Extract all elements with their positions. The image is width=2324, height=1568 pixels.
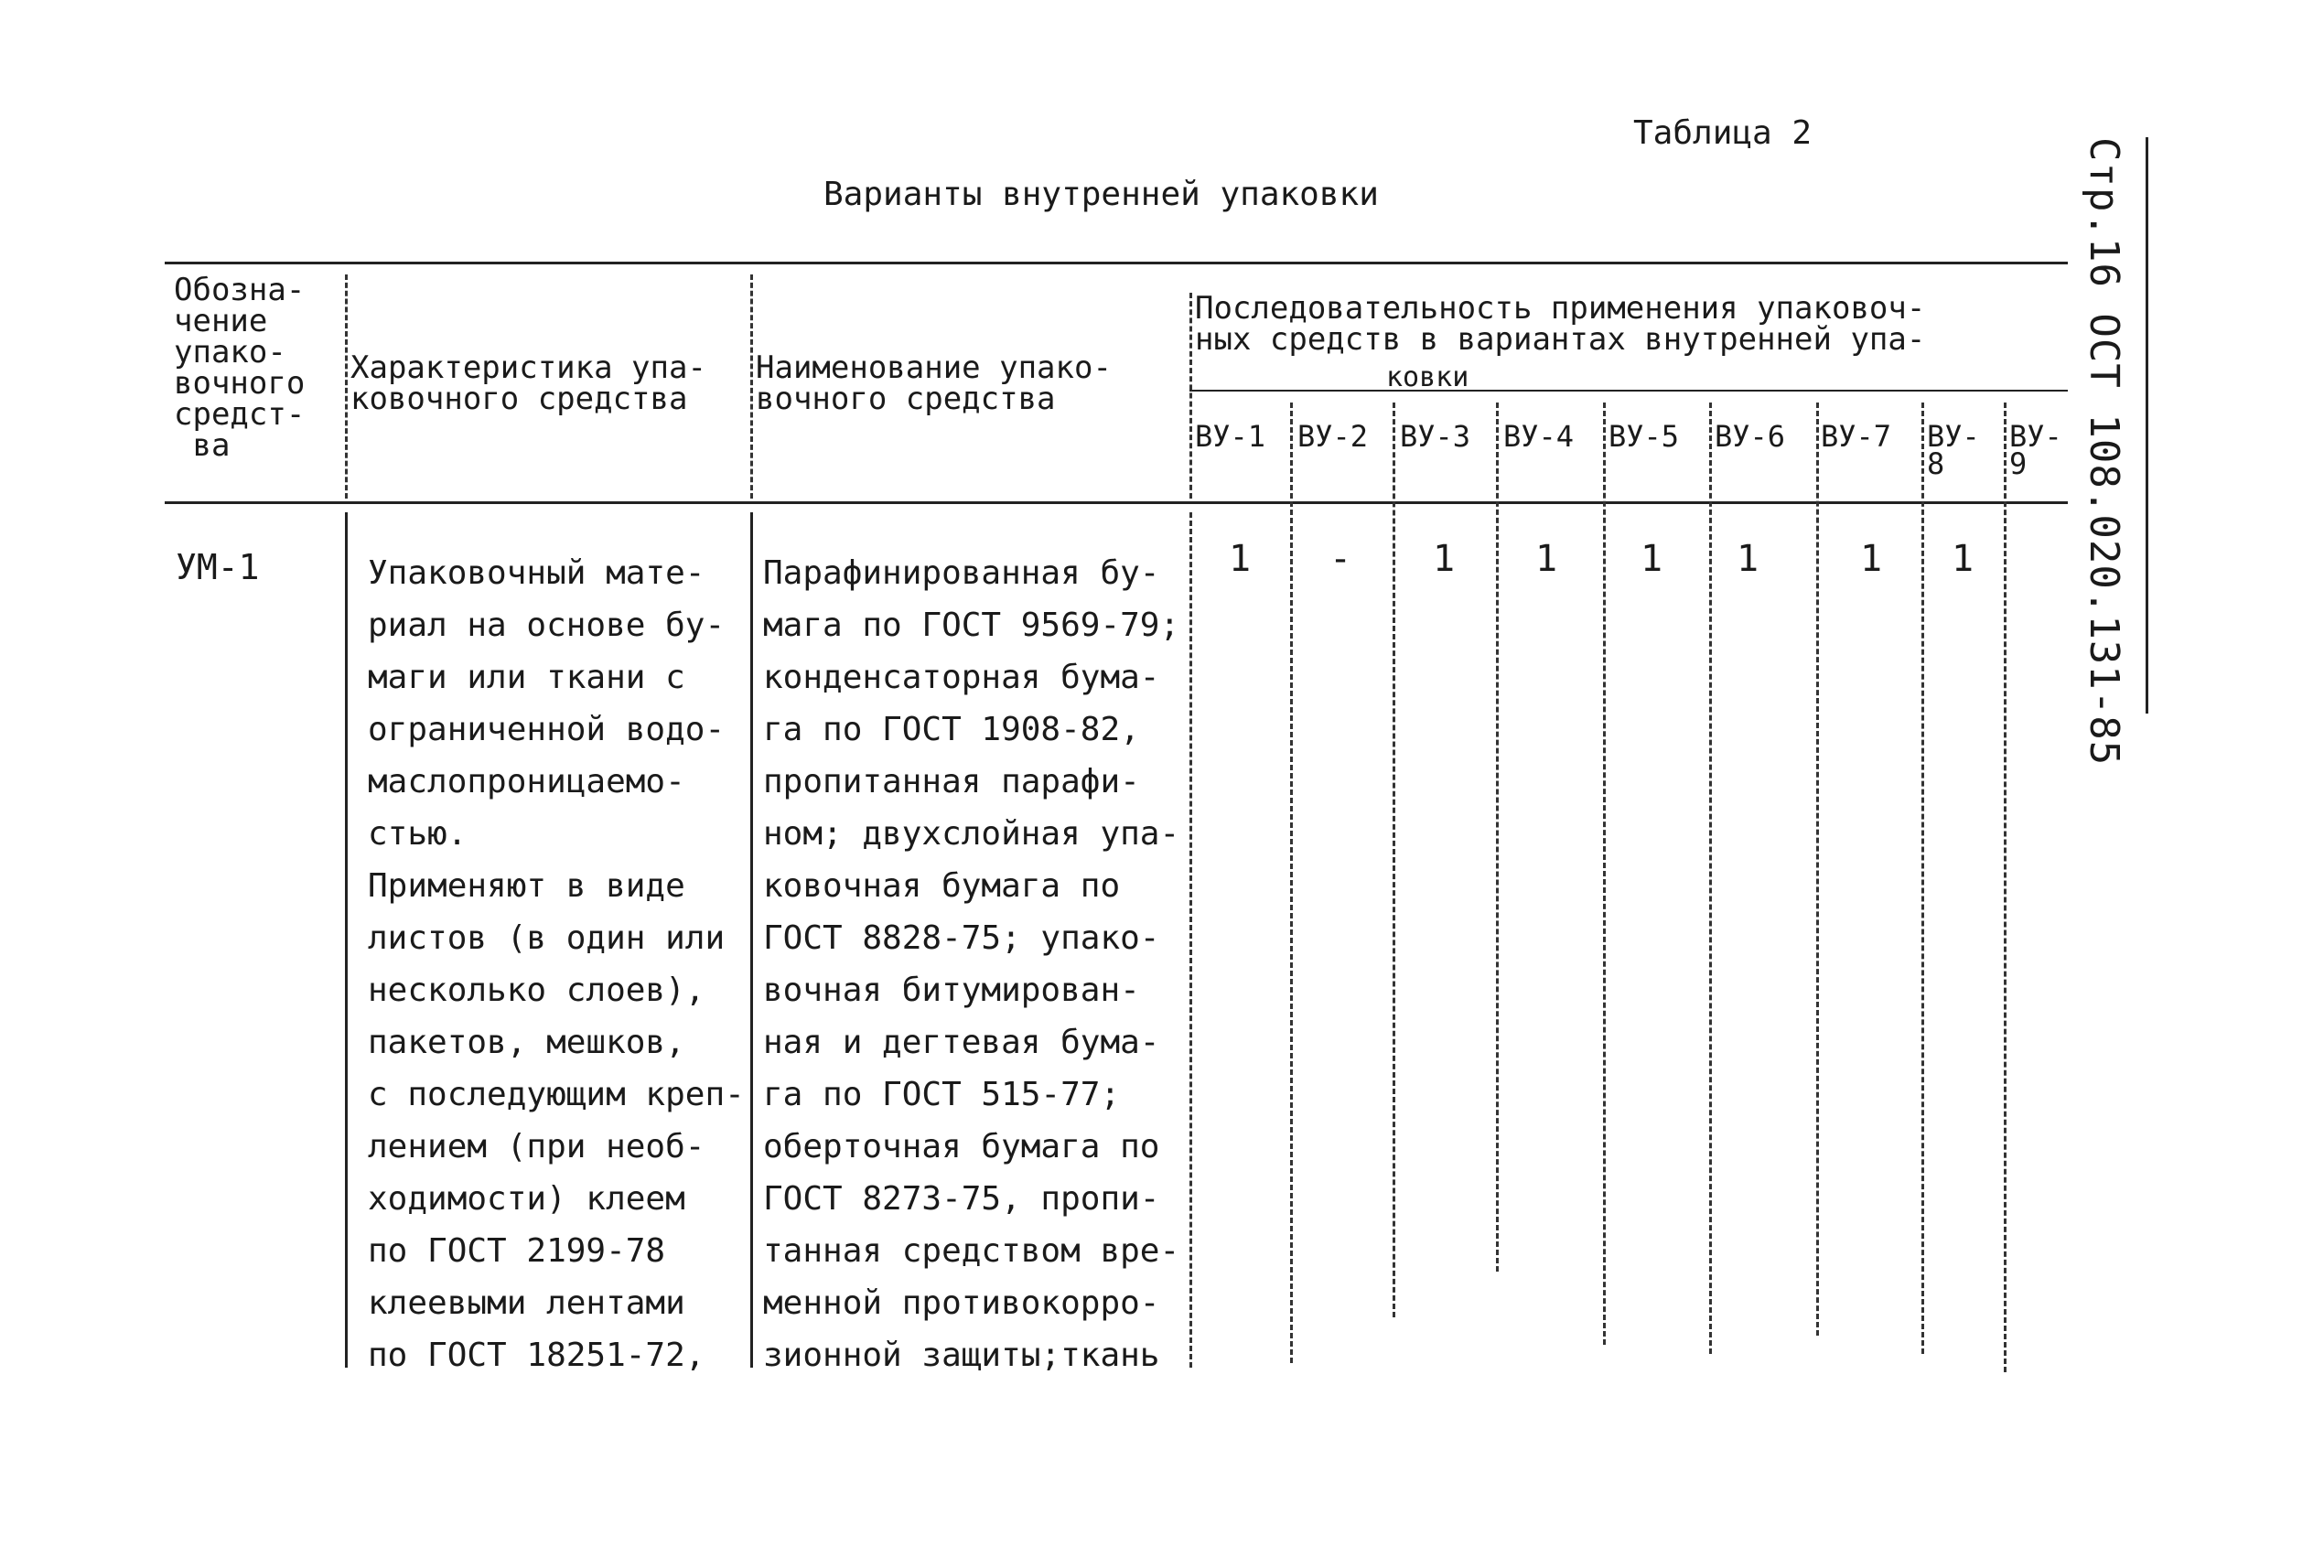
col-sep-3: [1189, 512, 1192, 1368]
row-characteristic-para1: Упаковочный мате- риал на основе бу- маги или ткани с ограниченной водо- маслопроницаемо- стью.: [368, 554, 726, 853]
side-label-underline: [2146, 137, 2148, 714]
header-col-name: Наименование упако- вочного средства: [756, 349, 1112, 417]
header-col-sequence-cont: ковки: [1386, 361, 1469, 393]
variant-header-6: ВУ-6: [1715, 419, 1786, 454]
variant-sep-2: [1393, 403, 1395, 1317]
mark-vu7: 1: [1859, 538, 1883, 580]
row-code: УМ-1: [176, 547, 260, 587]
variant-header-9: ВУ- 9: [2009, 419, 2062, 481]
page-side-label: Стр.16 ОСТ 108.020.131-85: [2081, 137, 2127, 767]
table-title: Варианты внутренней упаковки: [823, 176, 1379, 213]
variant-header-8: ВУ- 8: [1927, 419, 1980, 481]
col-sep-h3: [1189, 293, 1192, 499]
variant-header-4: ВУ-4: [1503, 419, 1575, 454]
header-col-characteristic: Характеристика упа- ковочного средства: [350, 349, 706, 417]
mark-vu5: 1: [1640, 538, 1663, 580]
table-top-rule: [165, 262, 2068, 264]
header-col-sequence: Последовательность применения упаковоч- ных средств в вариантах внутренней упа-: [1195, 290, 1926, 358]
variant-sep-8: [2004, 403, 2007, 1372]
variant-header-7: ВУ-7: [1821, 419, 1892, 454]
col-sep-2: [750, 512, 753, 1368]
mark-vu2: -: [1329, 538, 1352, 580]
header-col-code: Обозна- чение упако- вочного средст- ва: [174, 272, 306, 464]
variant-sep-5: [1709, 403, 1712, 1354]
variant-header-1: ВУ-1: [1195, 419, 1266, 454]
variant-header-2: ВУ-2: [1297, 419, 1369, 454]
mark-vu6: 1: [1736, 538, 1759, 580]
header-bottom-rule: [165, 501, 2068, 504]
col-sep-1: [345, 512, 348, 1368]
mark-vu8: 1: [1951, 538, 1974, 580]
table-label: Таблица 2: [1633, 114, 1813, 152]
variant-sep-4: [1603, 403, 1606, 1345]
row-characteristic-para2: Применяют в виде листов (в один или несколько слоев), пакетов, мешков, с последующим креп- лением (при необ- ходимости) клеем по ГОСТ 2199-78 клеевыми лентами по ГОСТ 18251-72,: [368, 867, 745, 1374]
row-name: Парафинированная бу- мага по ГОСТ 9569-79; конденсаторная бума- га по ГОСТ 1908-82, пропитанная парафи- ном; двухслойная упа- ковочная бумага по ГОСТ 8828-75; упако- вочная битумирован- ная и дегтевая бума- га по ГОСТ 515-77; оберточная бумага по ГОСТ 8273-75, пропи- танная средством вре- менной противокорро- зионной защиты;ткань: [763, 554, 1180, 1374]
variant-sep-7: [1921, 403, 1924, 1354]
mark-vu1: 1: [1228, 538, 1252, 580]
variant-sep-6: [1816, 403, 1819, 1336]
variants-rule: [1189, 390, 2068, 392]
variant-sep-1: [1290, 403, 1293, 1363]
variant-header-5: ВУ-5: [1609, 419, 1680, 454]
variant-header-3: ВУ-3: [1400, 419, 1471, 454]
mark-vu3: 1: [1432, 538, 1456, 580]
variant-sep-3: [1496, 403, 1499, 1272]
mark-vu4: 1: [1534, 538, 1558, 580]
col-sep-h1: [345, 274, 348, 499]
col-sep-h2: [750, 274, 753, 499]
